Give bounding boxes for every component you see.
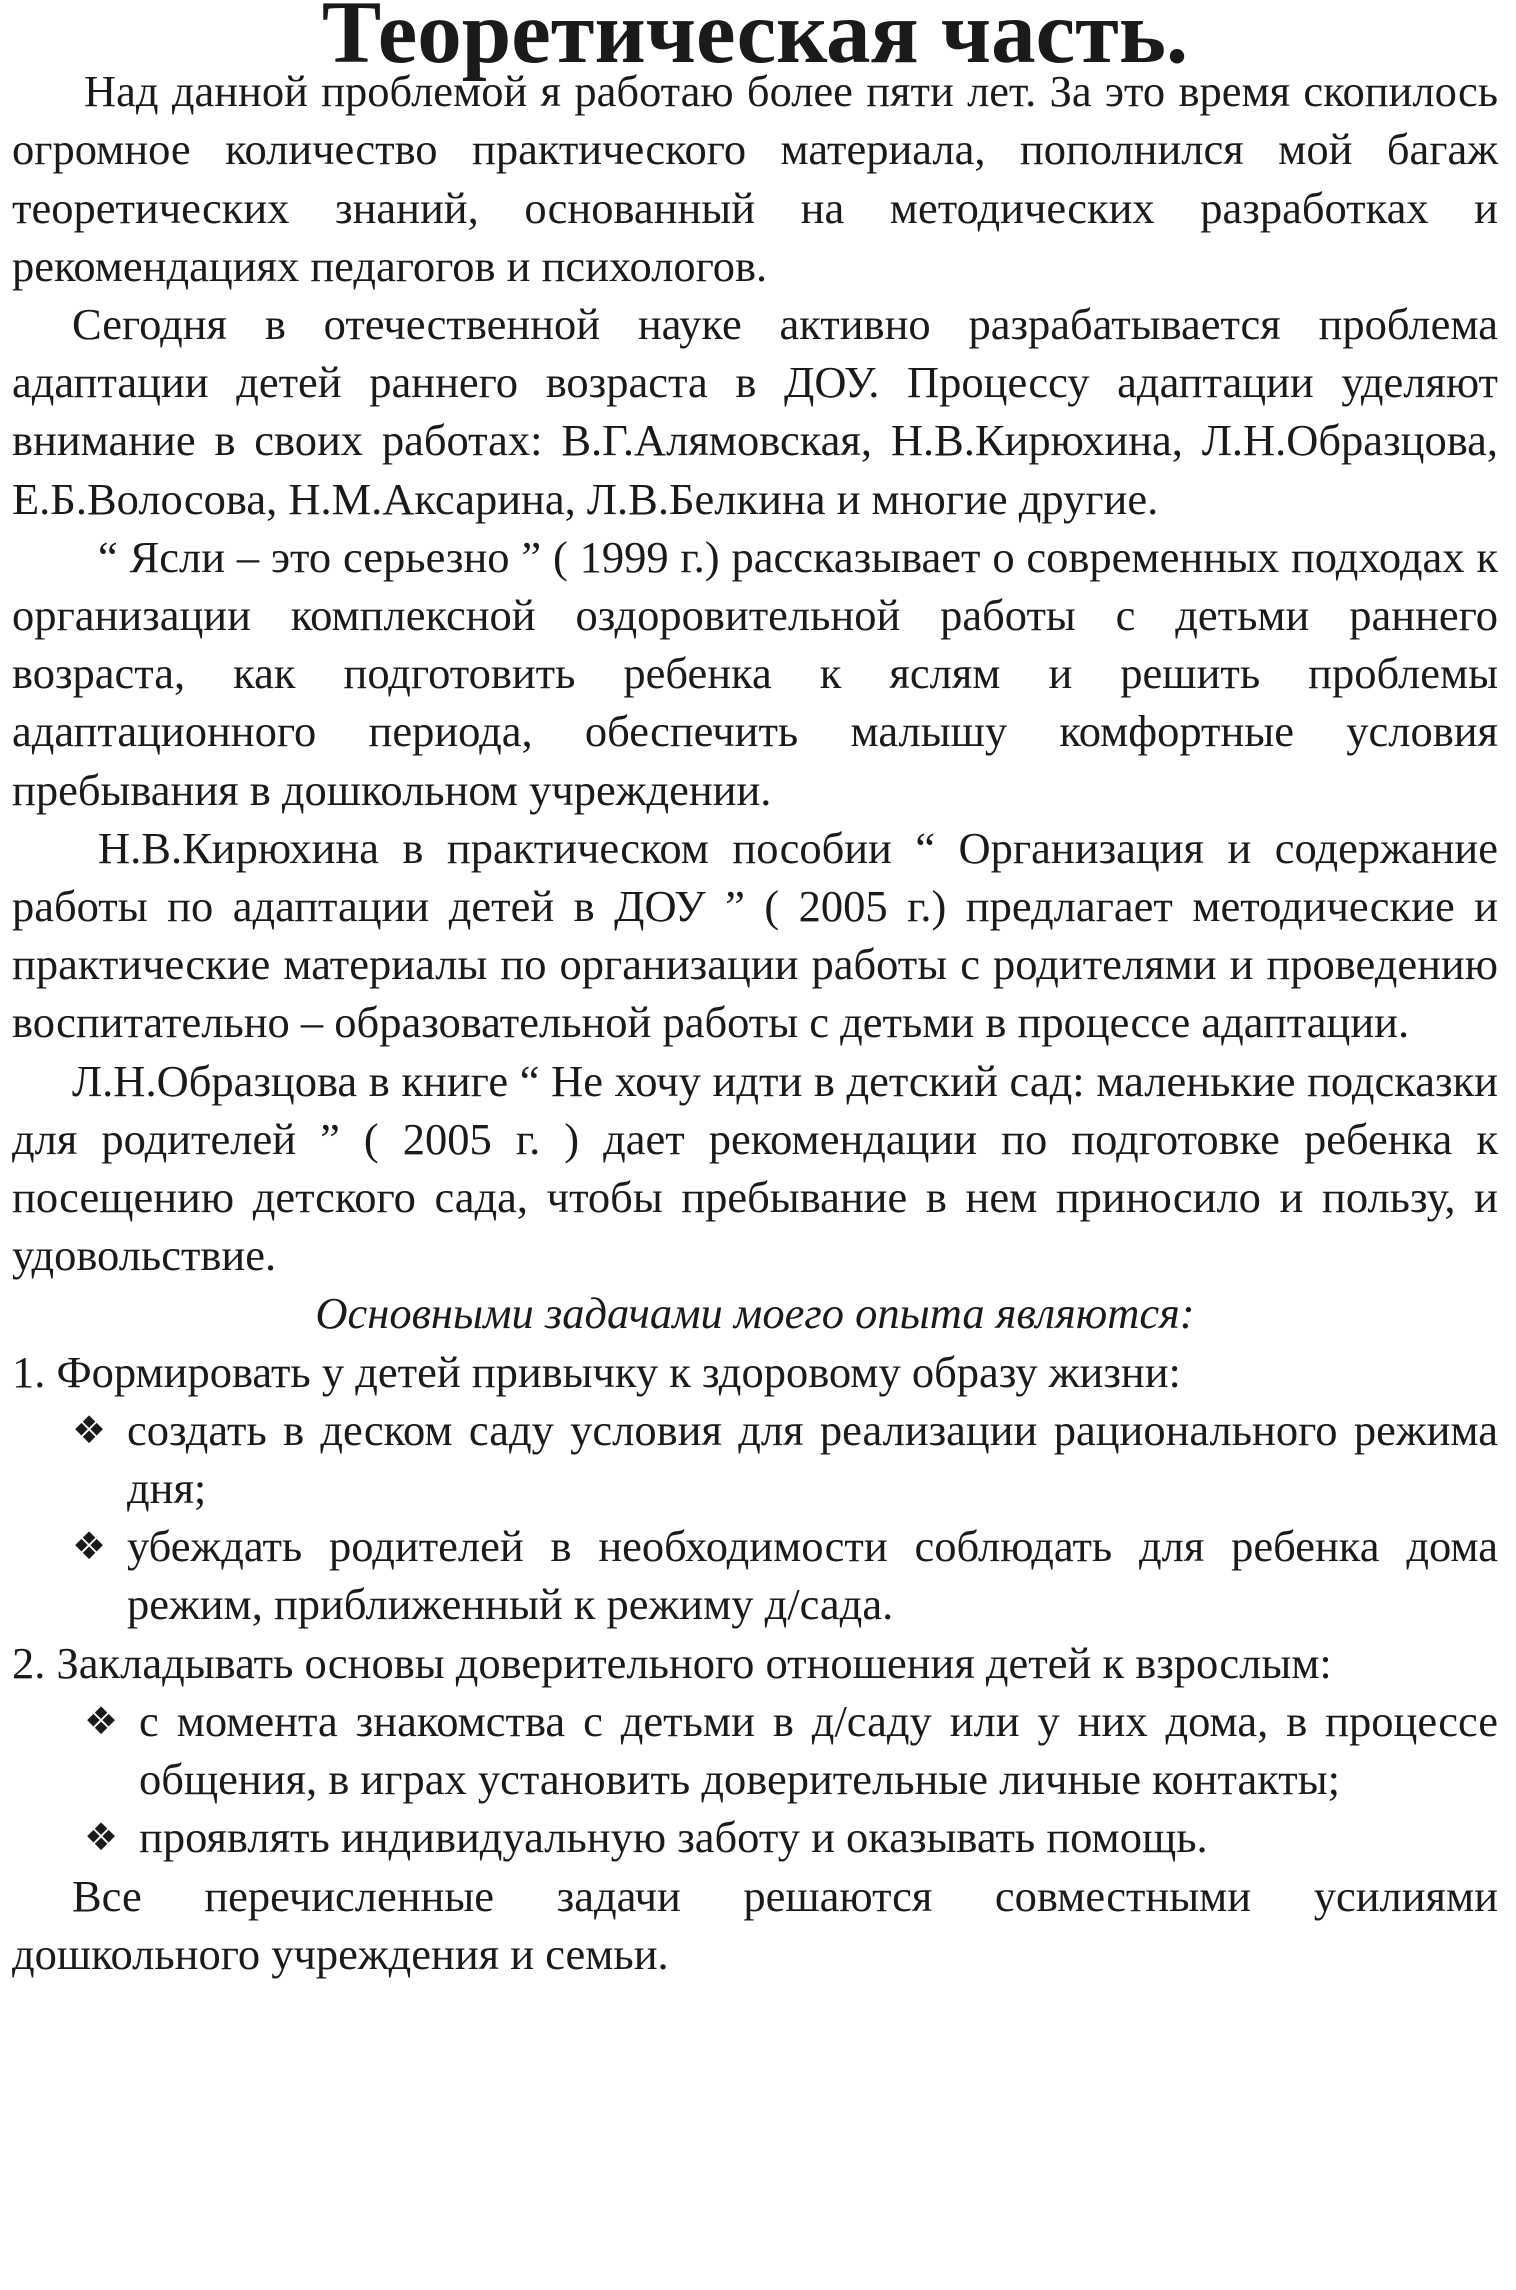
subitem-text: с момента знакомства с детьми в д/саду или у них дома, в процессе общения, в играх установить доверительные личные контакты; [139,1695,1498,1805]
page-title: Теоретическая часть. [321,0,1189,82]
task-subitems [12,1401,1498,1634]
task-item: 1. Формировать у детей привычку к здоровому образу жизни: [12,1346,1181,1397]
paragraph-obraztsova: Л.Н.Образцова в книге “ Не хочу идти в детский сад: маленькие подсказки для родителей ” ( 2005 г. ) дает рекомендации по подготовке ребенка к посещению детского сада, чтобы пребывание в нем приносило и пользу, и удовольствие. [12,1055,1498,1281]
four-diamond-bullet-icon: ❖ [72,1524,107,1569]
subitem-text: создать в деском саду условия для реализации рационального режима дня; [127,1404,1498,1514]
tasks-heading: Основными задачами моего опыта являются: [315,1288,1195,1339]
subitem-text: проявлять индивидуальную заботу и оказывать помощь. [139,1812,1208,1863]
task-subitems [12,1692,1498,1867]
four-diamond-bullet-icon: ❖ [72,1407,107,1452]
paragraph-yasli: “ Ясли – это серьезно ” ( 1999 г.) рассказывает о современных подходах к организации комплексной оздоровительной работы с детьми раннего возраста, как подготовить ребенка к яслям и решить проблемы адаптационного периода, обеспечить малышу комфортные условия пребывания в дошкольном учреждении. [12,531,1498,815]
subitem-text: убеждать родителей в необходимости соблюдать для ребенка дома режим, приближенный к режиму д/сада. [127,1521,1498,1630]
paragraph-conclusion: Все перечисленные задачи решаются совместными усилиями дошкольного учреждения и семьи. [12,1870,1498,1979]
paragraph-research: Сегодня в отечественной науке активно разрабатывается проблема адаптации детей раннего возраста в ДОУ. Процессу адаптации уделяют внимание в своих работах: В.Г.Алямовская, Н.В.Кирюхина, Л.Н.Образцова, Е.Б.Волосова, Н.М.Аксарина, Л.В.Белкина и многие другие. [12,299,1498,524]
four-diamond-bullet-icon: ❖ [84,1698,119,1743]
task-subitem [12,1808,1498,1866]
four-diamond-bullet-icon: ❖ [84,1815,119,1860]
task-item: 2. Закладывать основы доверительного отношения детей к взрослым: [12,1637,1332,1688]
paragraph-kiryukhina: Н.В.Кирюхина в практическом пособии “ Организация и содержание работы по адаптации детей в ДОУ ” ( 2005 г.) предлагает методические и практические материалы по организации работы с родителями и проведению воспитательно – образовательной работы с детьми в процессе адаптации. [12,822,1498,1048]
task-subitem [12,1517,1498,1633]
task-subitem [12,1692,1498,1808]
paragraph-intro: Над данной проблемой я работаю более пяти лет. За это время скопилось огромное количество практического материала, пополнился мой багаж теоретических знаний, основанный на методических разработках и рекомендациях педагогов и психологов. [12,66,1498,291]
document-page [12,0,1498,1983]
task-subitem [12,1401,1498,1517]
